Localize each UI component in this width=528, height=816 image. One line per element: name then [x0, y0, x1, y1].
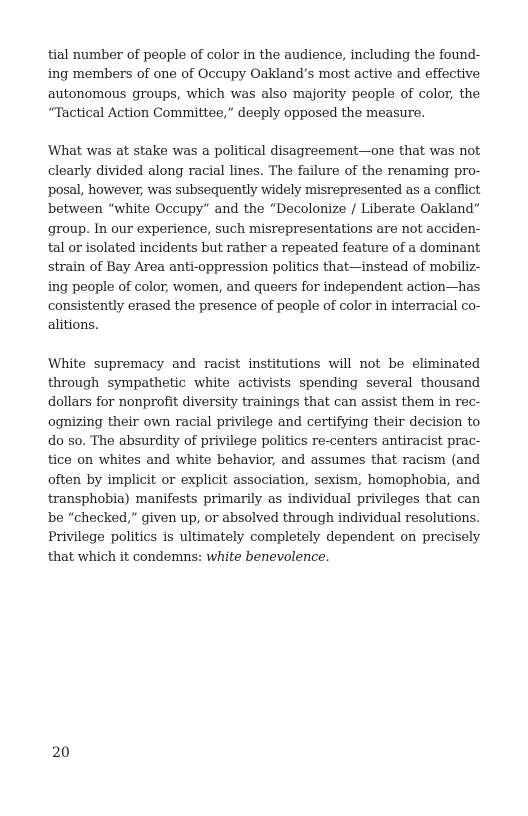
text-line: autonomous groups, which was also majority people of color, the [48, 86, 480, 102]
final-line-prefix: that which it condemns: [48, 549, 207, 565]
text-line: White supremacy and racist institutions will not be eliminated [48, 356, 480, 372]
text-line-final [48, 548, 480, 567]
text-line: “Tactical Action Committee,” deeply opposed the measure. [48, 105, 426, 121]
text-line: ing members of one of Occupy Oakland’s most active and effective [48, 67, 480, 83]
text-line: ing people of color, women, and queers for independent action—has [48, 279, 480, 295]
text-line: tal or isolated incidents but rather a repeated feature of a dominant [48, 240, 480, 256]
text-line: Privilege politics is ultimately completely dependent on precisely [48, 530, 480, 546]
text-line: between “white Occupy” and the “Decolonize / Liberate Oakland” [48, 202, 480, 218]
text-line: be “checked,” given up, or absolved through individual resolutions. [48, 511, 480, 527]
page-number: 20 [52, 745, 70, 761]
text-line: transphobia) manifests primarily as individual privileges that can [48, 491, 480, 507]
text-line: dollars for nonprofit diversity trainings that can assist them in rec- [48, 395, 480, 411]
emphasized-phrase: white benevolence. [206, 549, 330, 565]
text-line: alitions. [48, 318, 99, 334]
text-line: do so. The absurdity of privilege politics re-centers antiracist prac- [48, 433, 480, 449]
text-line: tice on whites and white behavior, and assumes that racism (and [48, 453, 480, 469]
text-line: strain of Bay Area anti-oppression politics that—instead of mobiliz- [48, 260, 480, 276]
text-line: often by implicit or explicit association, sexism, homophobia, and [48, 472, 480, 488]
text-line: consistently erased the presence of people of color in interracial co- [48, 298, 480, 314]
paragraph-2 [48, 142, 480, 335]
paragraph-3 [48, 355, 480, 567]
text-line: posal, however, was subsequently widely misrepresented as a conflict [48, 183, 480, 199]
text-line: through sympathetic white activists spending several thousand [48, 376, 480, 392]
text-line: clearly divided along racial lines. The failure of the renaming pro- [48, 163, 480, 179]
text-line: What was at stake was a political disagreement—one that was not [48, 144, 480, 160]
text-line: tial number of people of color in the audience, including the found- [48, 48, 480, 63]
paragraph-1 [48, 46, 480, 123]
text-line: group. In our experience, such misrepresentations are not acciden- [48, 221, 480, 237]
text-line: ognizing their own racial privilege and certifying their decision to [48, 414, 480, 430]
body-text [48, 46, 480, 586]
